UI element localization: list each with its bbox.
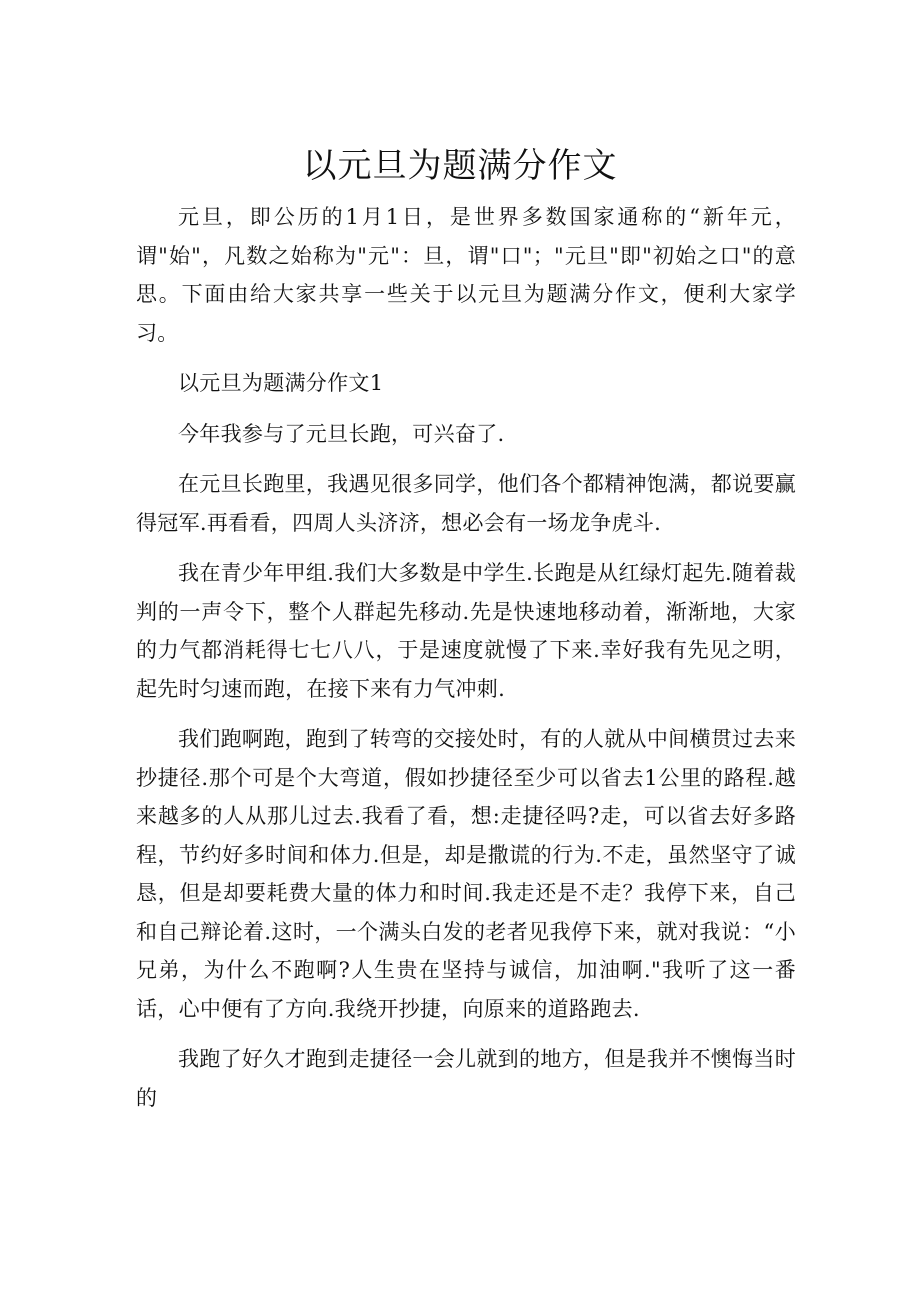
document-title: 以元旦为题满分作文 [302, 146, 618, 186]
body-paragraph: 我跑了好久才跑到走捷径一会儿就到的地方，但是我并不懊悔当时的 [136, 1047, 796, 1110]
body-paragraph: 在元旦长跑里，我遇见很多同学，他们各个都精神饱满，都说要赢得冠军.再看看，四周人头济济，想必会有一场龙争虎斗. [136, 472, 796, 535]
body-paragraph: 我们跑啊跑，跑到了转弯的交接处时，有的人就从中间横贯过去来抄捷径.那个可是个大弯道，假如抄捷径至少可以省去1公里的路程.越来越多的人从那儿过去.我看了看，想:走捷径吗?走，可以省去好多路程，节约好多时间和体力.但是，却是撒谎的行为.不走，虽然坚守了诚恳，但是却要耗费大量的体力和时间.我走还是不走？我停下来，自己和自己辩论着.这时，一个满头白发的老者见我停下来，就对我说：“小兄弟，为什么不跑啊?人生贵在坚持与诚信，加油啊."我听了这一番话，心中便有了方向.我绕开抄捷，向原来的道路跑去. [136, 727, 796, 1021]
body-paragraph: 今年我参与了元旦长跑，可兴奋了. [178, 421, 505, 446]
body-paragraph: 我在青少年甲组.我们大多数是中学生.长跑是从红绿灯起先.随着裁判的一声令下，整个人群起先移动.先是快速地移动着，渐渐地，大家的力气都消耗得七七八八，于是速度就慢了下来.幸好我有先见之明，起先时匀速而跑，在接下来有力气冲刺. [136, 561, 796, 701]
document-body [136, 198, 796, 1129]
section-heading: 以元旦为题满分作文1 [178, 371, 384, 395]
intro-paragraph: 元旦，即公历的1月1日，是世界多数国家通称的“新年元，谓"始"，凡数之始称为"元"：旦，谓"口"；"元旦"即"初始之口"的意思。下面由给大家共享一些关于以元旦为题满分作文，便利大家学习。 [136, 205, 796, 345]
